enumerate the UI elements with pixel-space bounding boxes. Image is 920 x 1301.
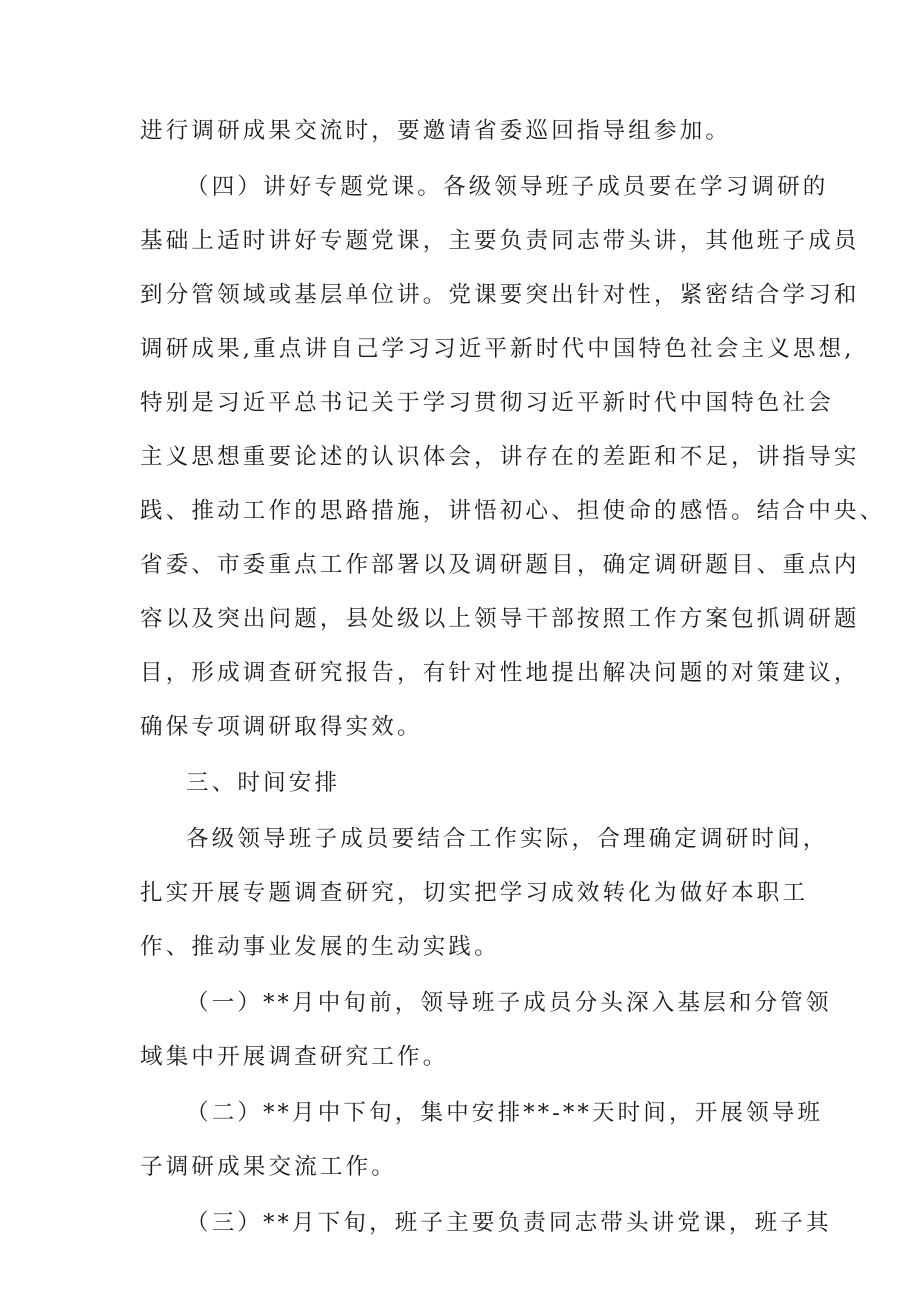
text-line: 目，形成调查研究报告，有针对性地提出解决问题的对策建议， <box>140 660 860 686</box>
text-line: 各级领导班子成员要结合工作实际，合理确定调研时间， <box>186 826 829 852</box>
text-line: 容以及突出问题，县处级以上领导干部按照工作方案包抓调研题 <box>140 606 860 632</box>
section-heading: 三、时间安排 <box>186 770 341 796</box>
text-line: 子调研成果交流工作。 <box>140 1154 398 1180</box>
text-line: 到分管领域或基层单位讲。党课要突出针对性，紧密结合学习和 <box>140 282 860 308</box>
text-line: 作、推动事业发展的生动实践。 <box>140 934 500 960</box>
text-line: （三）**月下旬，班子主要负责同志带头讲党课，班子其 <box>186 1210 832 1236</box>
text-line: 域集中开展调查研究工作。 <box>140 1044 449 1070</box>
text-line: 主义思想重要论述的认识体会，讲存在的差距和不足，讲指导实 <box>140 444 860 470</box>
text-line: （二）**月中下旬，集中安排**-**天时间，开展领导班 <box>186 1100 824 1126</box>
text-line: 基础上适时讲好专题党课，主要负责同志带头讲，其他班子成员 <box>140 228 860 254</box>
text-line: 特别是习近平总书记关于学习贯彻习近平新时代中国特色社会 <box>140 390 834 416</box>
text-line: 进行调研成果交流时，要邀请省委巡回指导组参加。 <box>140 118 732 144</box>
text-line: 省委、市委重点工作部署以及调研题目，确定调研题目、重点内 <box>140 552 860 578</box>
text-line: （四）讲好专题党课。各级领导班子成员要在学习调研的 <box>186 174 829 200</box>
text-line: 调研成果,重点讲自己学习习近平新时代中国特色社会主义思想, <box>140 336 855 362</box>
text-line: 践、推动工作的思路措施，讲悟初心、担使命的感悟。结合中央、 <box>140 498 886 524</box>
text-line: （一）**月中旬前，领导班子成员分头深入基层和分管领 <box>186 990 832 1016</box>
text-line: 确保专项调研取得实效。 <box>140 714 423 740</box>
text-line: 扎实开展专题调查研究，切实把学习成效转化为做好本职工 <box>140 880 809 906</box>
